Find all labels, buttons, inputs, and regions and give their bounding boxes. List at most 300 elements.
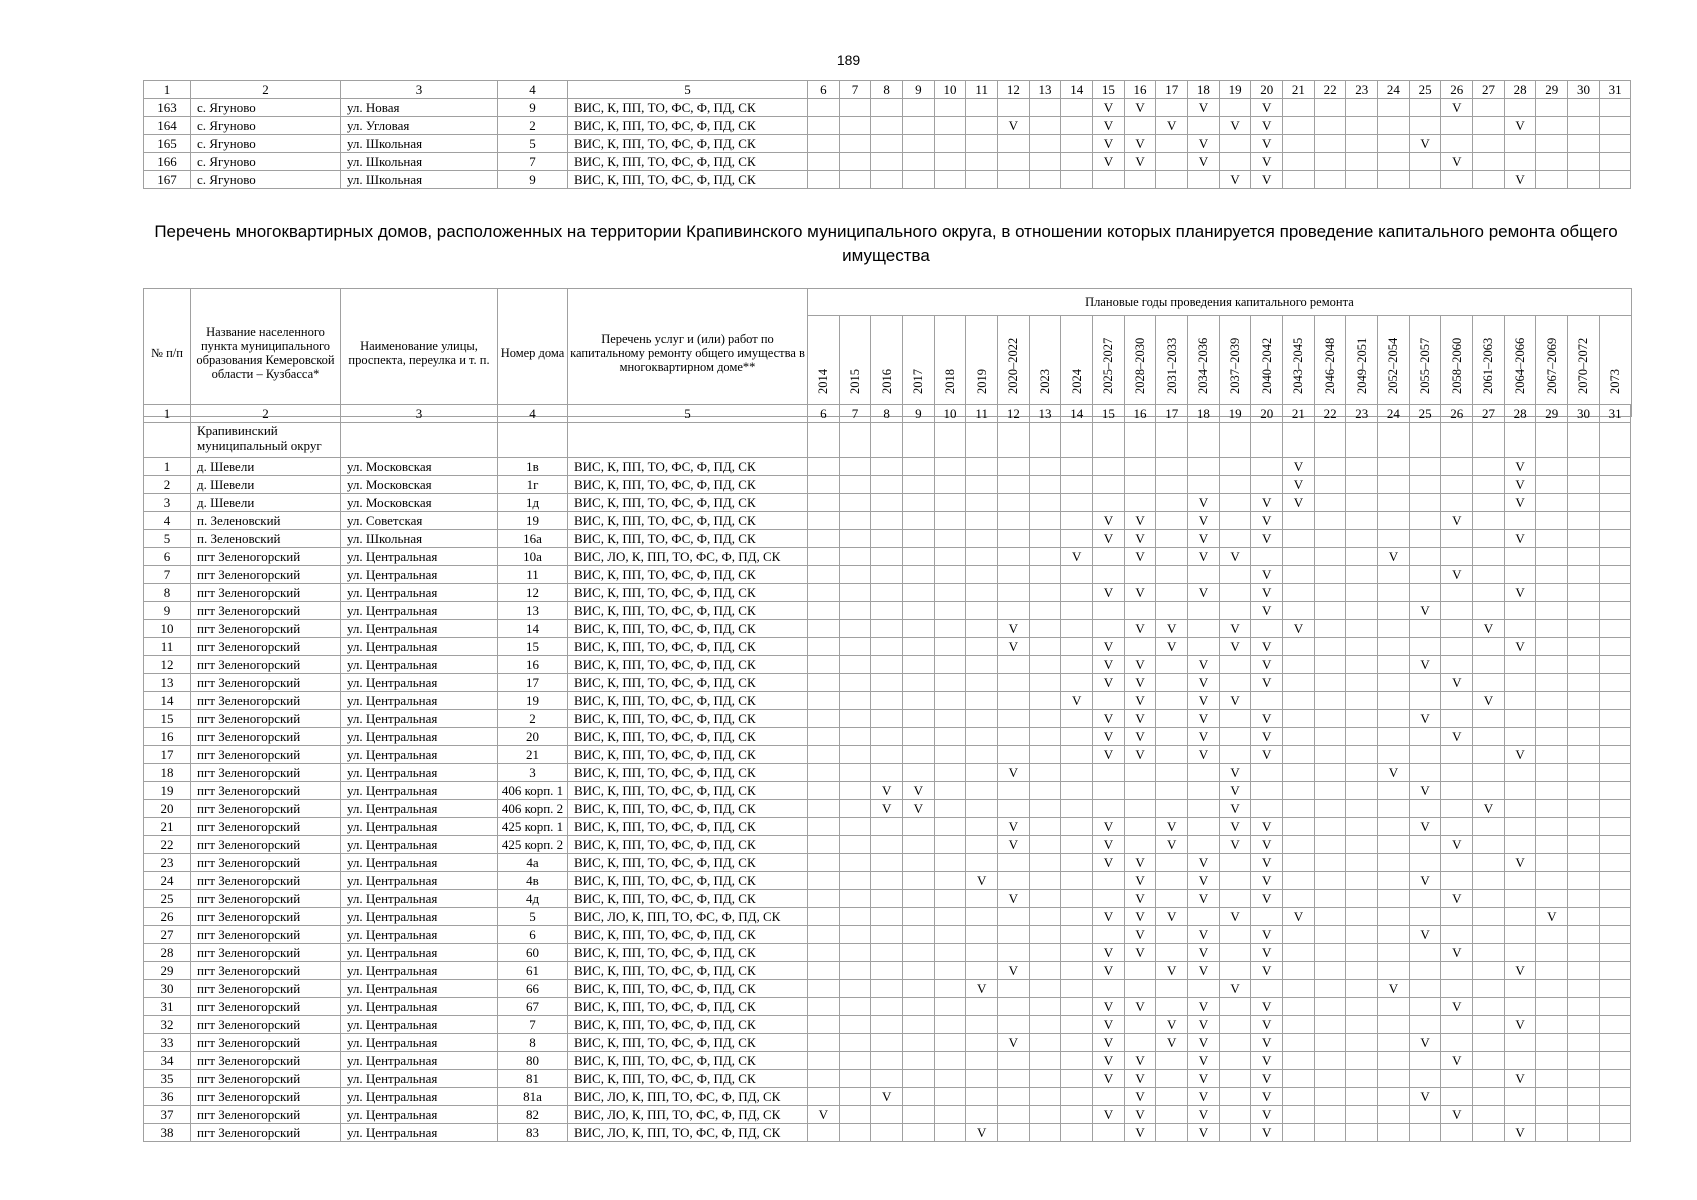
header-year-label: 2019 xyxy=(974,369,989,394)
year-mark: V xyxy=(1124,998,1156,1016)
column-number: 19 xyxy=(1219,81,1251,99)
year-cell xyxy=(1378,171,1410,189)
year-cell xyxy=(1061,944,1093,962)
header-year xyxy=(1346,316,1378,417)
year-mark: V xyxy=(1188,1106,1220,1124)
year-cell xyxy=(808,692,840,710)
year-cell xyxy=(1029,530,1061,548)
column-number: 28 xyxy=(1504,405,1536,423)
row-number: 2 xyxy=(144,476,191,494)
year-cell xyxy=(1568,171,1600,189)
year-cell xyxy=(903,764,935,782)
year-cell xyxy=(1346,872,1378,890)
year-cell xyxy=(1124,800,1156,818)
year-cell xyxy=(1346,890,1378,908)
header-year xyxy=(1156,316,1188,417)
year-cell xyxy=(1283,153,1315,171)
year-cell xyxy=(1409,998,1441,1016)
year-cell xyxy=(1504,692,1536,710)
year-mark: V xyxy=(1536,908,1568,926)
row-number: 9 xyxy=(144,602,191,620)
year-mark: V xyxy=(1188,890,1220,908)
year-mark: V xyxy=(1093,584,1125,602)
year-cell xyxy=(871,854,903,872)
year-cell xyxy=(1599,1124,1631,1142)
year-cell xyxy=(1599,656,1631,674)
year-cell xyxy=(1473,512,1505,530)
year-cell xyxy=(808,171,840,189)
year-mark: V xyxy=(1093,746,1125,764)
year-cell xyxy=(1219,926,1251,944)
year-cell xyxy=(1029,1070,1061,1088)
year-cell xyxy=(871,890,903,908)
year-cell xyxy=(1568,1016,1600,1034)
year-mark: V xyxy=(1219,980,1251,998)
works-cell: ВИС, К, ПП, ТО, ФС, Ф, ПД, СК xyxy=(568,926,808,944)
year-mark: V xyxy=(1188,584,1220,602)
year-cell xyxy=(1283,656,1315,674)
row-number: 37 xyxy=(144,1106,191,1124)
year-cell xyxy=(1283,99,1315,117)
year-cell xyxy=(1536,818,1568,836)
year-cell xyxy=(966,458,998,476)
works-cell: ВИС, К, ПП, ТО, ФС, Ф, ПД, СК xyxy=(568,962,808,980)
year-mark: V xyxy=(1283,458,1315,476)
year-cell xyxy=(998,854,1030,872)
year-cell xyxy=(1346,710,1378,728)
year-cell xyxy=(1473,584,1505,602)
column-number: 3 xyxy=(341,405,498,423)
year-cell xyxy=(808,1088,840,1106)
year-cell xyxy=(1219,458,1251,476)
row-number: 34 xyxy=(144,1052,191,1070)
year-cell xyxy=(1251,800,1283,818)
year-cell xyxy=(1061,926,1093,944)
column-number: 29 xyxy=(1536,405,1568,423)
year-cell xyxy=(871,512,903,530)
year-cell xyxy=(1346,854,1378,872)
street-cell: ул. Центральная xyxy=(341,1124,498,1142)
year-mark: V xyxy=(1409,656,1441,674)
year-cell xyxy=(1409,746,1441,764)
year-cell xyxy=(966,602,998,620)
year-cell xyxy=(966,656,998,674)
year-cell xyxy=(1156,584,1188,602)
year-mark: V xyxy=(1093,1106,1125,1124)
year-mark: V xyxy=(1188,530,1220,548)
row-number: 5 xyxy=(144,530,191,548)
year-cell xyxy=(1029,512,1061,530)
year-cell xyxy=(1599,620,1631,638)
year-cell xyxy=(1314,566,1346,584)
year-cell xyxy=(1568,818,1600,836)
header-year-label: 2064–2066 xyxy=(1513,337,1528,394)
table-row xyxy=(144,854,1631,872)
year-cell xyxy=(1441,638,1473,656)
year-cell xyxy=(1283,512,1315,530)
year-cell xyxy=(998,512,1030,530)
column-number: 9 xyxy=(903,81,935,99)
year-mark: V xyxy=(1188,872,1220,890)
year-cell xyxy=(1156,458,1188,476)
street-cell: ул. Центральная xyxy=(341,872,498,890)
year-mark: V xyxy=(1124,746,1156,764)
year-cell xyxy=(1536,800,1568,818)
year-mark: V xyxy=(1124,584,1156,602)
year-cell xyxy=(1029,710,1061,728)
year-cell xyxy=(1568,764,1600,782)
year-cell xyxy=(1473,746,1505,764)
column-number: 20 xyxy=(1251,81,1283,99)
settlement-cell: пгт Зеленогорский xyxy=(191,764,341,782)
year-cell xyxy=(1314,1070,1346,1088)
year-cell xyxy=(1283,1106,1315,1124)
year-cell xyxy=(934,692,966,710)
year-cell xyxy=(808,117,840,135)
year-mark: V xyxy=(966,980,998,998)
year-mark: V xyxy=(1188,728,1220,746)
table-row xyxy=(144,99,1631,117)
year-mark: V xyxy=(1251,926,1283,944)
works-cell: ВИС, К, ПП, ТО, ФС, Ф, ПД, СК xyxy=(568,530,808,548)
house-number-cell: 3 xyxy=(498,764,568,782)
year-cell xyxy=(1473,872,1505,890)
year-cell xyxy=(1568,836,1600,854)
year-cell xyxy=(1283,854,1315,872)
year-mark: V xyxy=(1441,153,1473,171)
year-mark: V xyxy=(1251,602,1283,620)
year-mark: V xyxy=(1441,1106,1473,1124)
year-cell xyxy=(1219,710,1251,728)
year-mark: V xyxy=(1378,980,1410,998)
year-cell xyxy=(1536,512,1568,530)
row-number: 4 xyxy=(144,512,191,530)
year-cell xyxy=(839,728,871,746)
year-cell xyxy=(1283,764,1315,782)
year-cell xyxy=(1219,674,1251,692)
works-cell: ВИС, К, ПП, ТО, ФС, Ф, ПД, СК xyxy=(568,998,808,1016)
year-cell xyxy=(1378,1034,1410,1052)
year-cell xyxy=(871,99,903,117)
year-cell xyxy=(1251,692,1283,710)
row-number: 165 xyxy=(144,135,191,153)
year-cell xyxy=(1314,1124,1346,1142)
year-mark: V xyxy=(1251,656,1283,674)
year-cell xyxy=(1441,117,1473,135)
year-cell xyxy=(1219,135,1251,153)
year-cell xyxy=(1473,710,1505,728)
year-cell xyxy=(871,548,903,566)
settlement-cell: пгт Зеленогорский xyxy=(191,1088,341,1106)
year-cell xyxy=(1283,818,1315,836)
settlement-cell: пгт Зеленогорский xyxy=(191,1016,341,1034)
year-cell xyxy=(1219,602,1251,620)
year-cell xyxy=(1409,854,1441,872)
year-cell xyxy=(1346,171,1378,189)
year-mark: V xyxy=(1093,153,1125,171)
works-cell: ВИС, К, ПП, ТО, ФС, Ф, ПД, СК xyxy=(568,602,808,620)
year-cell xyxy=(1378,710,1410,728)
column-number: 12 xyxy=(998,81,1030,99)
year-cell xyxy=(1536,782,1568,800)
year-cell xyxy=(1124,836,1156,854)
year-cell xyxy=(1251,764,1283,782)
year-cell xyxy=(1061,117,1093,135)
year-cell xyxy=(903,494,935,512)
year-cell xyxy=(934,656,966,674)
year-cell xyxy=(1156,800,1188,818)
table-row xyxy=(144,1034,1631,1052)
year-cell xyxy=(1378,746,1410,764)
year-cell xyxy=(1283,980,1315,998)
year-cell xyxy=(808,476,840,494)
year-cell xyxy=(1504,674,1536,692)
row-number: 25 xyxy=(144,890,191,908)
year-cell xyxy=(1441,602,1473,620)
year-cell xyxy=(1568,692,1600,710)
year-cell xyxy=(903,638,935,656)
year-cell xyxy=(1124,782,1156,800)
works-cell: ВИС, ЛО, К, ПП, ТО, ФС, Ф, ПД, СК xyxy=(568,548,808,566)
street-cell: ул. Школьная xyxy=(341,153,498,171)
year-cell xyxy=(1568,620,1600,638)
year-cell xyxy=(839,1052,871,1070)
house-number-cell: 15 xyxy=(498,638,568,656)
year-cell xyxy=(1346,818,1378,836)
row-number: 1 xyxy=(144,458,191,476)
street-cell: ул. Центральная xyxy=(341,962,498,980)
year-cell xyxy=(1599,980,1631,998)
empty-cell xyxy=(1219,423,1251,458)
year-cell xyxy=(1536,926,1568,944)
works-cell: ВИС, ЛО, К, ПП, ТО, ФС, Ф, ПД, СК xyxy=(568,1106,808,1124)
house-number-cell: 60 xyxy=(498,944,568,962)
year-mark: V xyxy=(1473,692,1505,710)
year-cell xyxy=(808,710,840,728)
year-cell xyxy=(1283,171,1315,189)
year-cell xyxy=(1378,1052,1410,1070)
year-cell xyxy=(1219,1124,1251,1142)
year-cell xyxy=(1473,1016,1505,1034)
settlement-cell: пгт Зеленогорский xyxy=(191,872,341,890)
year-cell xyxy=(1346,584,1378,602)
row-number: 3 xyxy=(144,494,191,512)
column-number: 26 xyxy=(1441,81,1473,99)
header-year xyxy=(998,316,1030,417)
year-mark: V xyxy=(1124,656,1156,674)
year-cell xyxy=(903,836,935,854)
year-cell xyxy=(934,818,966,836)
year-cell xyxy=(1441,530,1473,548)
year-cell xyxy=(1409,800,1441,818)
year-cell xyxy=(1536,890,1568,908)
empty-cell xyxy=(1441,423,1473,458)
year-cell xyxy=(934,872,966,890)
year-cell xyxy=(808,800,840,818)
empty-cell xyxy=(1156,423,1188,458)
year-mark: V xyxy=(1188,962,1220,980)
year-cell xyxy=(1473,494,1505,512)
year-cell xyxy=(1029,746,1061,764)
house-number-cell: 82 xyxy=(498,1106,568,1124)
header-works: Перечень услуг и (или) работ по капитальному ремонту общего имущества в многоквартирном доме** xyxy=(568,289,808,417)
year-mark: V xyxy=(1441,1052,1473,1070)
row-number: 13 xyxy=(144,674,191,692)
year-mark: V xyxy=(1188,153,1220,171)
column-number: 15 xyxy=(1093,405,1125,423)
year-cell xyxy=(1156,1124,1188,1142)
settlement-cell: пгт Зеленогорский xyxy=(191,548,341,566)
settlement-cell: пгт Зеленогорский xyxy=(191,1124,341,1142)
year-cell xyxy=(903,566,935,584)
year-cell xyxy=(1029,458,1061,476)
year-cell xyxy=(998,566,1030,584)
header-year xyxy=(1378,316,1410,417)
works-cell: ВИС, К, ПП, ТО, ФС, Ф, ПД, СК xyxy=(568,476,808,494)
year-cell xyxy=(1029,1124,1061,1142)
year-cell xyxy=(1061,620,1093,638)
settlement-cell: с. Ягуново xyxy=(191,171,341,189)
year-cell xyxy=(839,458,871,476)
year-cell xyxy=(808,836,840,854)
year-cell xyxy=(1314,548,1346,566)
year-mark: V xyxy=(1251,99,1283,117)
year-cell xyxy=(1441,980,1473,998)
year-cell xyxy=(839,818,871,836)
works-cell: ВИС, К, ПП, ТО, ФС, Ф, ПД, СК xyxy=(568,890,808,908)
year-cell xyxy=(839,782,871,800)
year-cell xyxy=(1599,782,1631,800)
year-mark: V xyxy=(1409,818,1441,836)
house-number-cell: 5 xyxy=(498,135,568,153)
year-cell xyxy=(1093,764,1125,782)
year-cell xyxy=(903,998,935,1016)
year-cell xyxy=(1441,1070,1473,1088)
year-cell xyxy=(871,656,903,674)
year-cell xyxy=(871,638,903,656)
year-cell xyxy=(1599,1052,1631,1070)
year-cell xyxy=(1219,512,1251,530)
year-cell xyxy=(998,530,1030,548)
year-cell xyxy=(1314,728,1346,746)
settlement-cell: пгт Зеленогорский xyxy=(191,746,341,764)
year-cell xyxy=(1219,1070,1251,1088)
year-mark: V xyxy=(1156,1034,1188,1052)
year-mark: V xyxy=(1188,548,1220,566)
street-cell: ул. Центральная xyxy=(341,602,498,620)
column-number: 30 xyxy=(1568,81,1600,99)
year-cell xyxy=(903,890,935,908)
year-cell xyxy=(1029,1052,1061,1070)
year-cell xyxy=(1504,836,1536,854)
works-cell: ВИС, К, ПП, ТО, ФС, Ф, ПД, СК xyxy=(568,117,808,135)
year-cell xyxy=(808,926,840,944)
year-mark: V xyxy=(1283,476,1315,494)
street-cell: ул. Центральная xyxy=(341,818,498,836)
year-cell xyxy=(1314,638,1346,656)
works-cell: ВИС, К, ПП, ТО, ФС, Ф, ПД, СК xyxy=(568,674,808,692)
year-cell xyxy=(1314,710,1346,728)
house-number-cell: 66 xyxy=(498,980,568,998)
year-cell xyxy=(1314,1106,1346,1124)
year-cell xyxy=(1599,908,1631,926)
year-cell xyxy=(1093,980,1125,998)
table-row xyxy=(144,171,1631,189)
year-cell xyxy=(1504,135,1536,153)
year-cell xyxy=(1441,710,1473,728)
year-cell xyxy=(1314,944,1346,962)
works-cell: ВИС, К, ПП, ТО, ФС, Ф, ПД, СК xyxy=(568,1052,808,1070)
header-year-label: 2020–2022 xyxy=(1006,337,1021,394)
year-cell xyxy=(1441,494,1473,512)
year-cell xyxy=(808,1124,840,1142)
year-cell xyxy=(1441,908,1473,926)
row-number: 16 xyxy=(144,728,191,746)
house-number-cell: 7 xyxy=(498,153,568,171)
year-cell xyxy=(1314,476,1346,494)
year-cell xyxy=(998,458,1030,476)
year-cell xyxy=(1536,710,1568,728)
settlement-cell: пгт Зеленогорский xyxy=(191,1070,341,1088)
year-cell xyxy=(1378,818,1410,836)
year-mark: V xyxy=(903,800,935,818)
year-mark: V xyxy=(1473,620,1505,638)
year-cell xyxy=(1219,1052,1251,1070)
year-cell xyxy=(1346,908,1378,926)
header-year-label: 2015 xyxy=(848,369,862,394)
year-cell xyxy=(1156,872,1188,890)
row-number: 23 xyxy=(144,854,191,872)
empty-cell xyxy=(1314,423,1346,458)
house-number-cell: 2 xyxy=(498,117,568,135)
year-cell xyxy=(1219,1106,1251,1124)
street-cell: ул. Центральная xyxy=(341,782,498,800)
year-cell xyxy=(903,99,935,117)
settlement-cell: пгт Зеленогорский xyxy=(191,818,341,836)
year-cell xyxy=(1568,1052,1600,1070)
works-cell: ВИС, К, ПП, ТО, ФС, Ф, ПД, СК xyxy=(568,99,808,117)
year-cell xyxy=(839,512,871,530)
year-cell xyxy=(1188,638,1220,656)
year-cell xyxy=(1378,1106,1410,1124)
header-year xyxy=(1314,316,1346,417)
table-row xyxy=(144,746,1631,764)
year-cell xyxy=(1029,908,1061,926)
street-cell: ул. Центральная xyxy=(341,1106,498,1124)
year-mark: V xyxy=(1251,854,1283,872)
year-cell xyxy=(1346,566,1378,584)
year-cell xyxy=(839,908,871,926)
year-cell xyxy=(1156,171,1188,189)
year-mark: V xyxy=(1409,782,1441,800)
year-cell xyxy=(1536,548,1568,566)
header-year-label: 2016 xyxy=(879,369,894,394)
year-mark: V xyxy=(1251,998,1283,1016)
works-cell: ВИС, К, ПП, ТО, ФС, Ф, ПД, СК xyxy=(568,872,808,890)
year-mark: V xyxy=(1251,944,1283,962)
year-cell xyxy=(1568,908,1600,926)
year-mark: V xyxy=(1188,1124,1220,1142)
year-cell xyxy=(1473,1052,1505,1070)
year-cell xyxy=(934,99,966,117)
year-cell xyxy=(1568,512,1600,530)
year-mark: V xyxy=(1188,674,1220,692)
year-cell xyxy=(1029,99,1061,117)
year-cell xyxy=(871,998,903,1016)
year-mark: V xyxy=(1156,818,1188,836)
settlement-cell: пгт Зеленогорский xyxy=(191,674,341,692)
year-cell xyxy=(1346,476,1378,494)
